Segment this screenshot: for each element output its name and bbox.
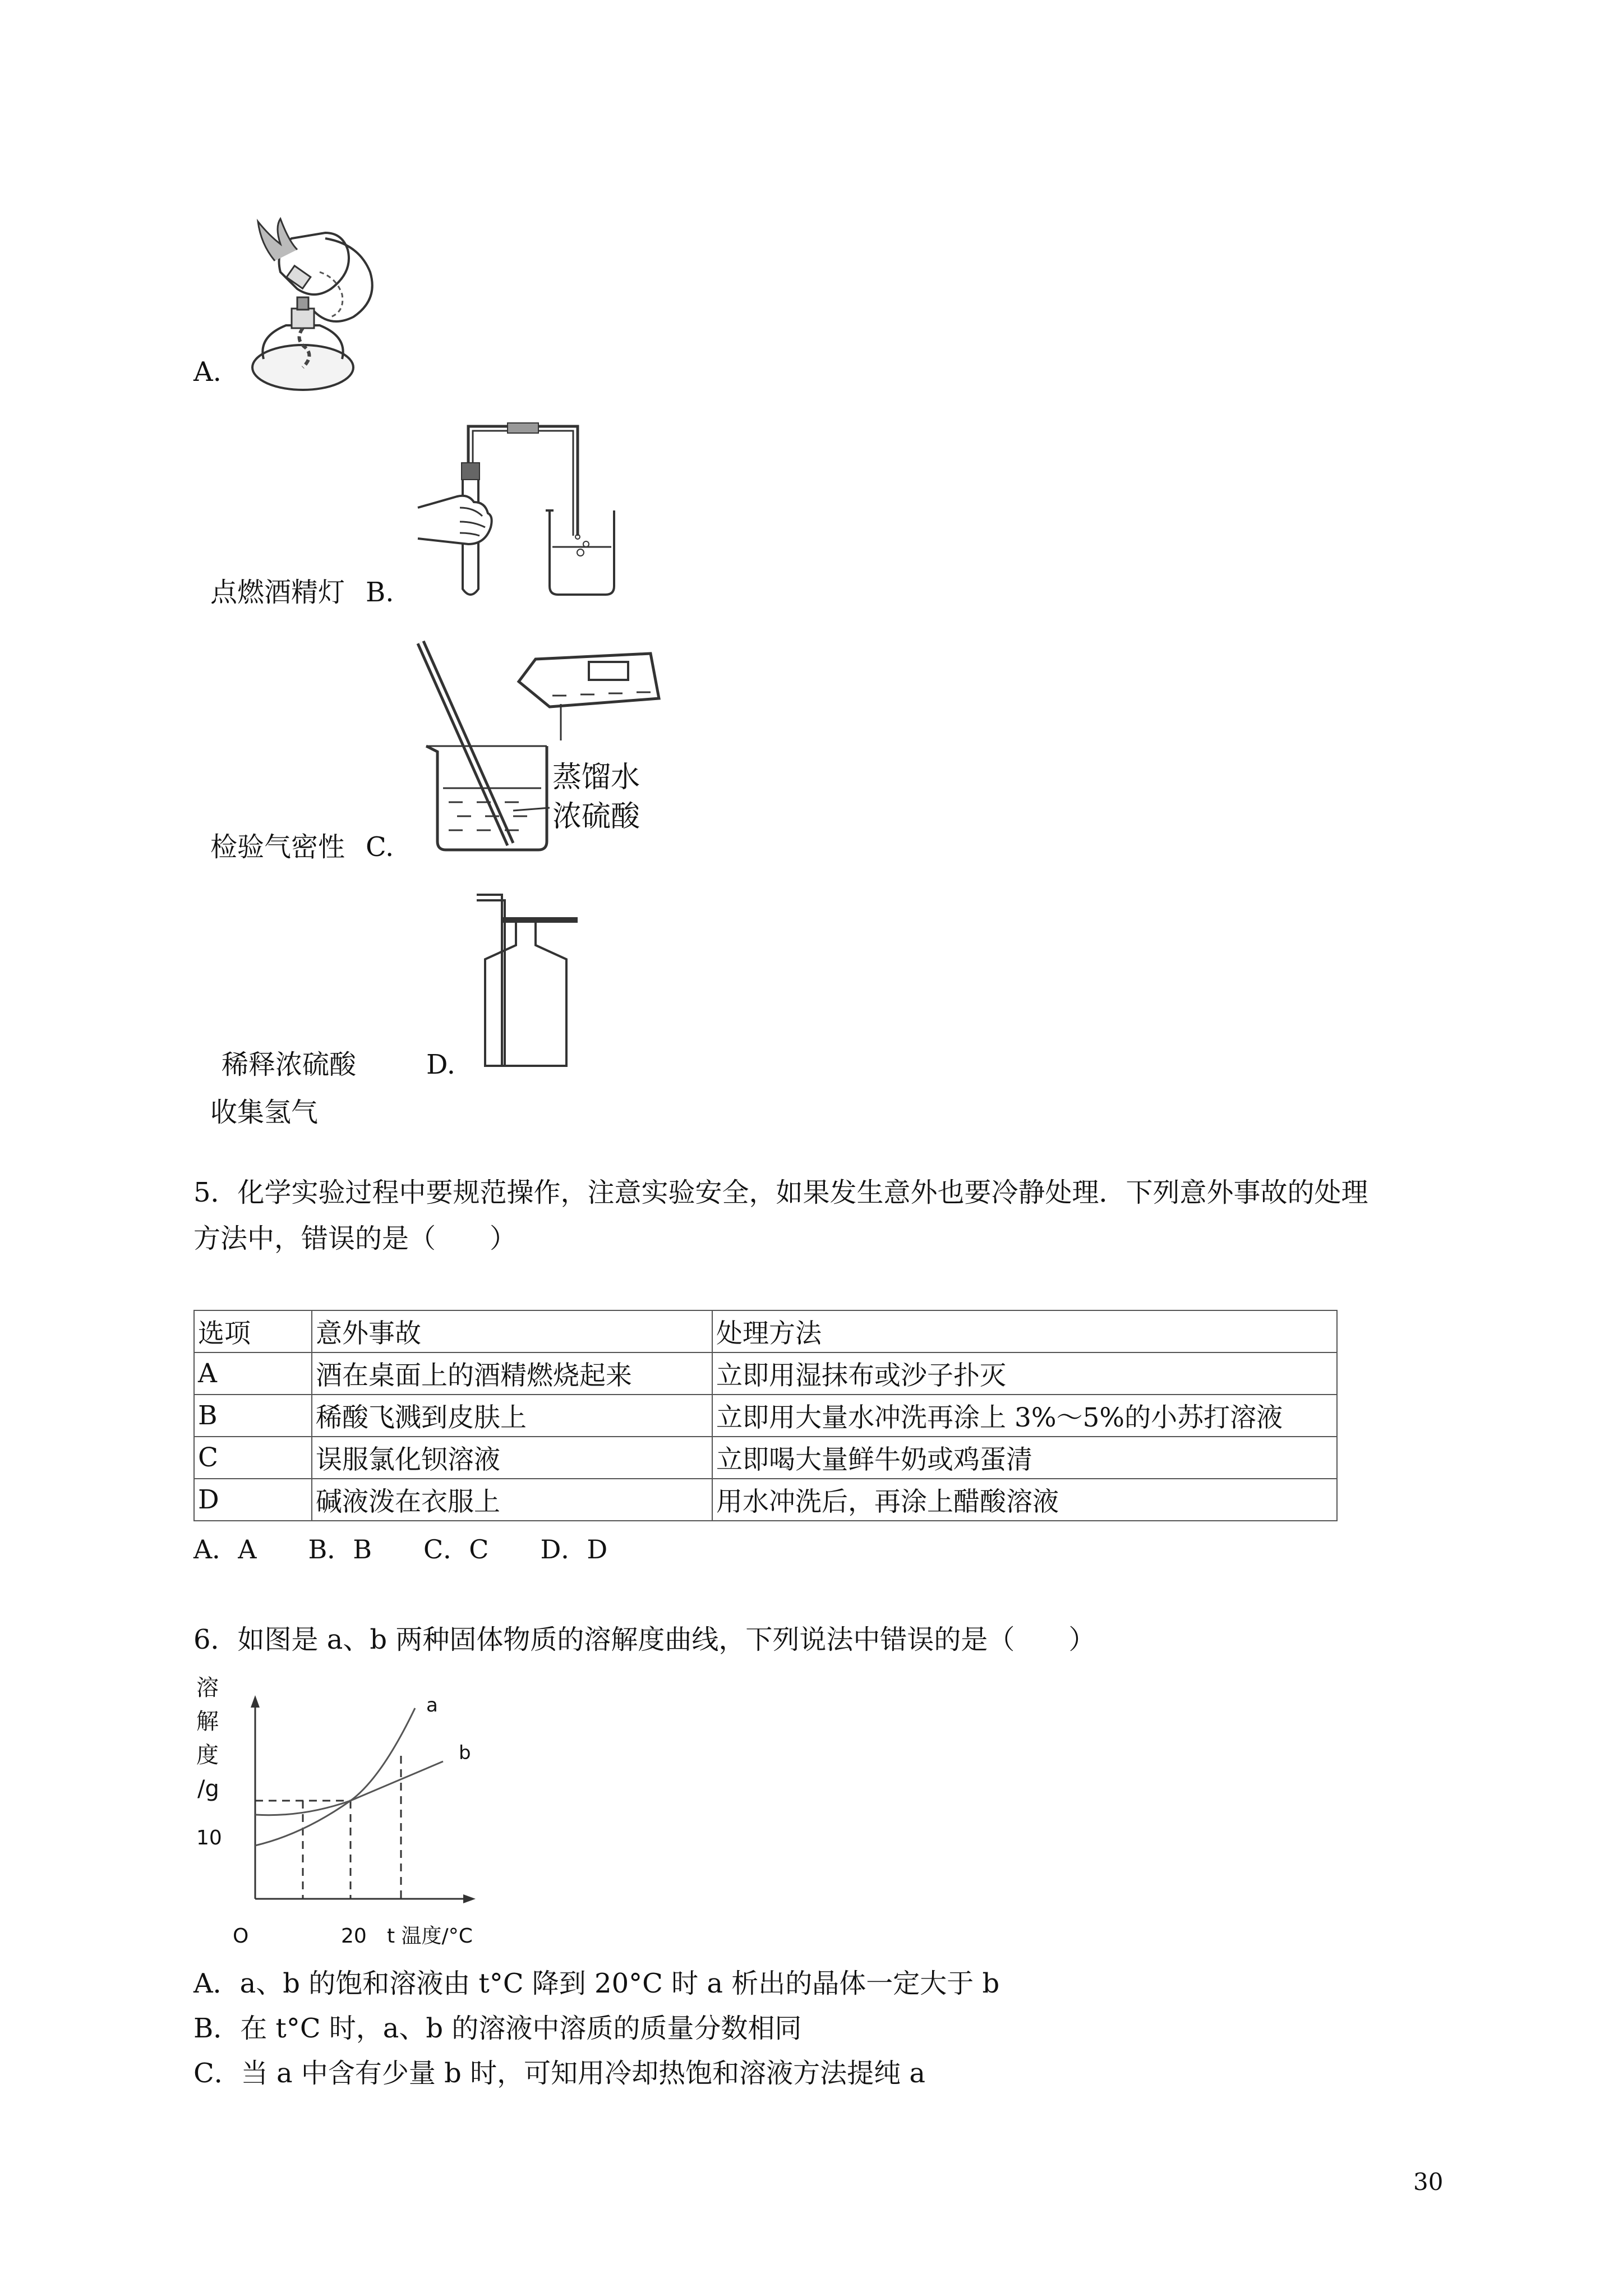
table-row (194, 1395, 1337, 1437)
option-c-label: C. (366, 831, 394, 863)
table-header-cell: 选项 (194, 1310, 312, 1352)
option-d-caption: 收集氢气 (210, 1097, 319, 1128)
table-row (194, 1352, 1337, 1395)
table-cell: D (194, 1479, 312, 1521)
q6-option-b: B．在 t°C 时，a、b 的溶液中溶质的质量分数相同 (193, 2013, 802, 2044)
graph-ylabel-char: 度 (196, 1742, 219, 1768)
option-b-caption: 检验气密性 (210, 831, 345, 863)
option-b-label: B. (366, 577, 394, 608)
dilution-label-acid: 浓硫酸 (552, 800, 640, 834)
dilution-figure (415, 637, 684, 861)
q5-stem-line1: 5．化学实验过程中要规范操作，注意实验安全，如果发生意外也要冷静处理．下列意外事故的处理 (193, 1177, 1368, 1208)
x-tick-label: 20 (341, 1925, 367, 1948)
table-cell: 立即用大量水冲洗再涂上 3%～5%的小苏打溶液 (712, 1395, 1337, 1437)
table-cell: C (194, 1437, 312, 1479)
table-cell: 用水冲洗后，再涂上醋酸溶液 (712, 1479, 1337, 1521)
q5-answer-options: A．A B．B C．C D．D (193, 1534, 608, 1565)
graph-ylabel-char: /g (197, 1776, 219, 1802)
option-c-caption: 稀释浓硫酸 (222, 1049, 357, 1080)
solubility-graph (191, 1683, 505, 1941)
dilution-label-water: 蒸馏水 (552, 761, 640, 794)
airtightness-figure (412, 418, 693, 603)
table-cell: 误服氯化钡溶液 (312, 1437, 712, 1479)
option-d-label: D. (426, 1049, 456, 1080)
gas-bottle-figure (465, 892, 589, 1077)
table-cell: 稀酸飞溅到皮肤上 (312, 1395, 712, 1437)
table-row (194, 1479, 1337, 1521)
table-header-cell: 意外事故 (312, 1310, 712, 1352)
page-number: 30 (1413, 2168, 1444, 2196)
table-cell: B (194, 1395, 312, 1437)
q6-option-a: A．a、b 的饱和溶液由 t°C 降到 20°C 时 a 析出的晶体一定大于 b (193, 1968, 1000, 1999)
q6-stem: 6．如图是 a、b 两种固体物质的溶解度曲线，下列说法中错误的是（ ） (193, 1624, 1096, 1655)
origin-label: O (233, 1925, 249, 1948)
table-cell: A (194, 1352, 312, 1395)
option-a-caption: 点燃酒精灯 (210, 577, 345, 608)
series-b-label: b (459, 1742, 471, 1764)
q6-option-c: C．当 a 中含有少量 b 时，可知用冷却热饱和溶液方法提纯 a (193, 2058, 925, 2089)
alcohol-lamp-figure (241, 216, 398, 401)
option-a-label: A. (193, 356, 222, 388)
table-cell: 酒在桌面上的酒精燃烧起来 (312, 1352, 712, 1395)
q5-stem-line2: 方法中，错误的是（ ） (193, 1223, 517, 1254)
table-header-cell: 处理方法 (712, 1310, 1337, 1352)
table-cell: 立即用湿抹布或沙子扑灭 (712, 1352, 1337, 1395)
y-tick-label: 10 (196, 1826, 222, 1849)
series-a-label: a (426, 1694, 438, 1717)
graph-ylabel-char: 解 (196, 1709, 219, 1734)
x-axis-label: t 温度/°C (387, 1925, 473, 1948)
graph-ylabel-char: 溶 (196, 1675, 219, 1701)
table-cell: 碱液泼在衣服上 (312, 1479, 712, 1521)
table-header-row (194, 1310, 1337, 1352)
table-row (194, 1437, 1337, 1479)
table-cell: 立即喝大量鲜牛奶或鸡蛋清 (712, 1437, 1337, 1479)
q5-table (193, 1310, 1338, 1521)
